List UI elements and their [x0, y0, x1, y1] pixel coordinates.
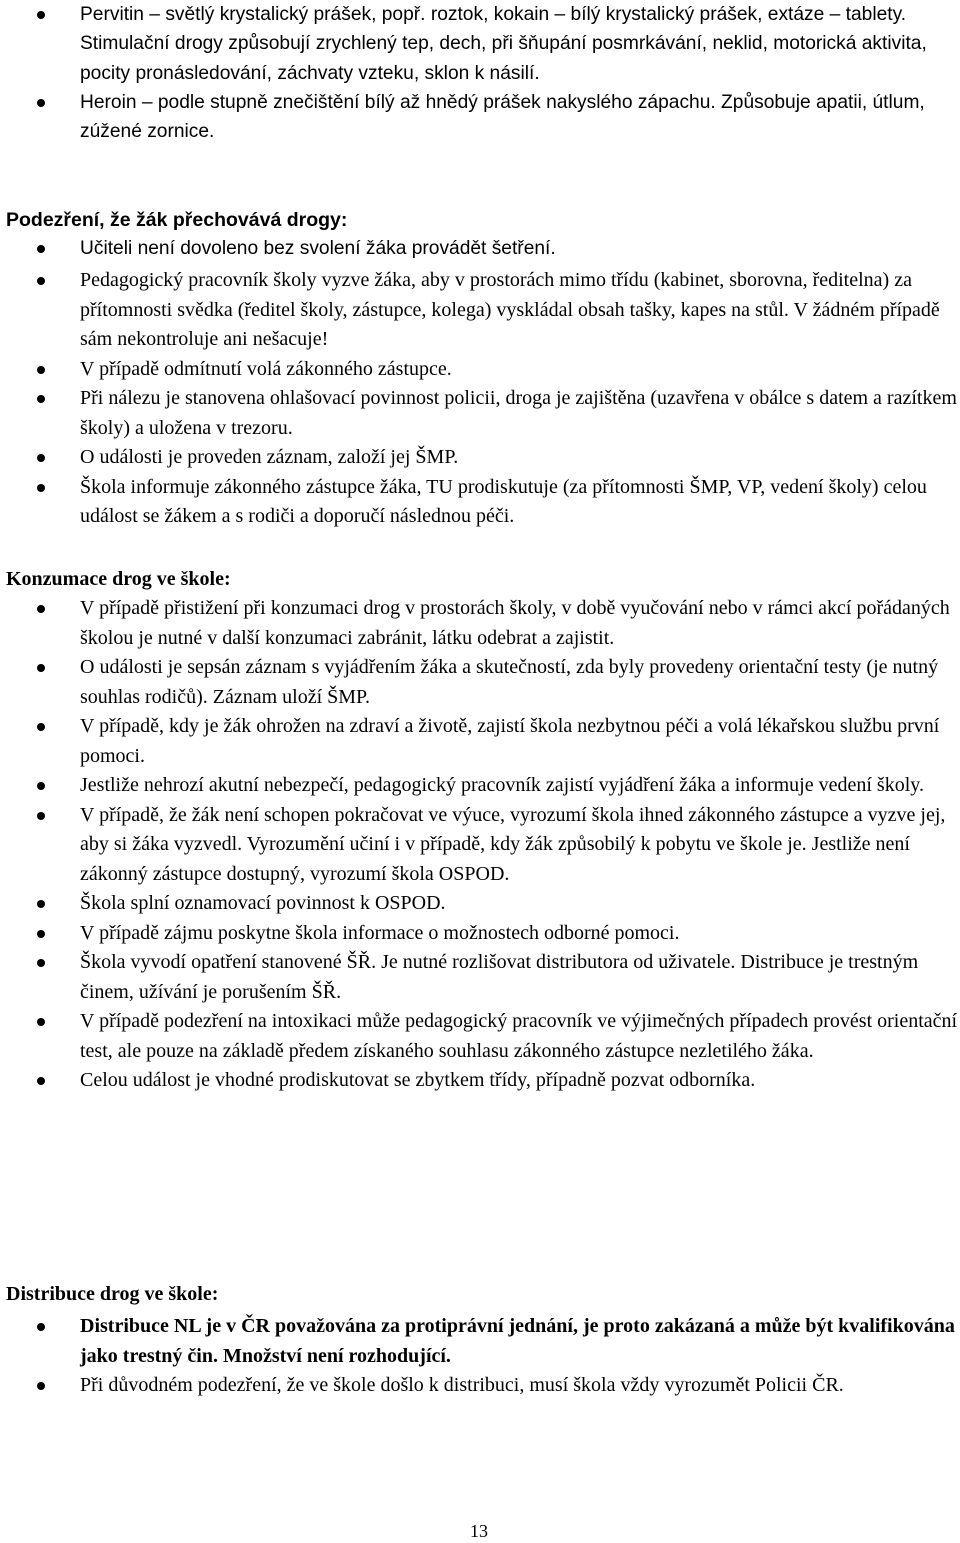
list-item — [0, 771, 958, 801]
page-number: 13 — [470, 1521, 488, 1541]
bullet-icon — [37, 812, 45, 820]
list-item — [0, 1312, 958, 1371]
bullet-icon — [37, 395, 45, 403]
bullet-icon — [37, 1077, 45, 1085]
list-item-text: Při nálezu je stanovena ohlašovací povinnost policii, droga je zajištěna (uzavřena v obálce s datem a razítkem školy) a uložena v trezoru. — [80, 387, 957, 439]
list-item-text: Celou událost je vhodné prodiskutovat se zbytkem třídy, případně pozvat odborníka. — [80, 1069, 756, 1091]
list-item-text: Pedagogický pracovník školy vyzve žáka, aby v prostorách mimo třídu (kabinet, sborovna, ředitelna) za přítomnosti svědka (ředitel školy, zástupce, kolega) vyskládal obsah tašky, kapes na stůl. V žádném případě sám nekontroluje ani nešacuje! — [80, 269, 940, 350]
section-heading-consumption: Konzumace drog ve škole: — [6, 568, 231, 590]
list-item-text: Heroin – podle stupně znečištění bílý až hnědý prášek nakyslého zápachu. Způsobuje apatii, útlum, zúžené zornice. — [80, 91, 925, 143]
intro-list — [0, 0, 958, 146]
list-item — [0, 443, 958, 473]
bullet-icon — [37, 245, 45, 253]
list-item-text: Škola splní oznamovací povinnost k OSPOD. — [80, 892, 446, 914]
bullet-icon — [37, 605, 45, 613]
bullet-icon — [37, 782, 45, 790]
list-item — [0, 355, 958, 385]
distribution-list — [0, 1312, 958, 1401]
bullet-icon — [37, 1323, 45, 1331]
list-item — [0, 1371, 958, 1401]
list-item — [0, 0, 958, 88]
bullet-icon — [37, 454, 45, 462]
list-item — [0, 473, 958, 532]
list-item — [0, 1007, 958, 1066]
list-item-text: Pervitin – světlý krystalický prášek, popř. roztok, kokain – bílý krystalický prášek, extáze – tablety. Stimulační drogy způsobují zrychlený tep, dech, při šňupání posmrkávání, neklid, motorická aktivita, pocity pronásledování, záchvaty vzteku, sklon k násilí. — [80, 4, 927, 84]
list-item — [0, 919, 958, 949]
bullet-icon — [37, 959, 45, 967]
list-item-text: V případě, kdy je žák ohrožen na zdraví a životě, zajistí škola nezbytnou péči a volá lékařskou službu první pomoci. — [80, 715, 940, 767]
list-item-text: V případě podezření na intoxikaci může pedagogický pracovník ve výjimečných případech provést orientační test, ale pouze na základě předem získaného souhlasu zákonného zástupce nezletilého žáka. — [80, 1010, 958, 1062]
list-item-text: V případě, že žák není schopen pokračovat ve výuce, vyrozumí škola ihned zákonného zástupce a vyzve jej, aby si žáka vyzvedl. Vyrozumění učiní i v případě, kdy žák způsobilý k pobytu ve škole je. Jestliže není zákonný zástupce dostupný, vyrozumí škola OSPOD. — [80, 803, 946, 885]
list-item — [0, 889, 958, 919]
bullet-icon — [37, 99, 45, 107]
list-item — [0, 266, 958, 355]
list-item-text: V případě odmítnutí volá zákonného zástupce. — [80, 357, 452, 380]
bullet-icon — [37, 723, 45, 731]
list-item — [0, 1066, 958, 1096]
list-item-text: V případě přistižení při konzumaci drog v prostorách školy, v době vyučování nebo v rámci akcí pořádaných školou je nutné v další konzumaci zabránit, látku odebrat a zajistit. — [80, 597, 950, 649]
list-item — [0, 653, 958, 712]
bullet-icon — [37, 277, 45, 285]
bullet-icon — [37, 664, 45, 672]
list-item — [0, 948, 958, 1007]
bullet-icon — [37, 366, 45, 374]
list-item — [0, 801, 958, 890]
bullet-icon — [37, 930, 45, 938]
bullet-icon — [37, 11, 45, 19]
list-item-text: Škola vyvodí opatření stanovené ŠŘ. Je nutné rozlišovat distributora od uživatele. Distribuce je trestným činem, užívání je porušením ŠŘ. — [80, 951, 919, 1003]
list-item-text: Učiteli není dovoleno bez svolení žáka provádět šetření. — [80, 238, 556, 259]
bullet-icon — [37, 900, 45, 908]
bullet-icon — [37, 1382, 45, 1390]
bullet-icon — [37, 484, 45, 492]
list-item-text: O události je sepsán záznam s vyjádřením žáka a skutečností, zda byly provedeny orientační testy (je nutný souhlas rodičů). Záznam uloží ŠMP. — [80, 656, 939, 708]
section-heading-suspicion: Podezření, že žák přechovává drogy: — [6, 209, 348, 231]
list-item-text: Škola informuje zákonného zástupce žáka, TU prodiskutuje (za přítomnosti ŠMP, VP, vedení školy) celou událost se žákem a s rodiči a doporučí následnou péči. — [80, 475, 927, 527]
suspicion-list-continued — [0, 266, 958, 532]
list-item — [0, 384, 958, 443]
list-item — [0, 234, 958, 263]
list-item — [0, 594, 958, 653]
list-item-text: O události je proveden záznam, založí jej ŠMP. — [80, 446, 459, 468]
list-item — [0, 712, 958, 771]
list-item — [0, 88, 958, 147]
list-item-text: Distribuce NL je v ČR považována za protiprávní jednání, je proto zakázaná a může být kvalifikována jako trestný čin. Množství není rozhodující. — [80, 1315, 955, 1367]
list-item-text: V případě zájmu poskytne škola informace o možnostech odborné pomoci. — [80, 921, 680, 944]
section-heading-distribution: Distribuce drog ve škole: — [6, 1283, 219, 1305]
suspicion-list — [0, 234, 958, 263]
consumption-list — [0, 594, 958, 1096]
list-item-text: Při důvodném podezření, že ve škole došlo k distribuci, musí škola vždy vyrozumět Policii ČR. — [80, 1374, 844, 1396]
bullet-icon — [37, 1018, 45, 1026]
list-item-text: Jestliže nehrozí akutní nebezpečí, pedagogický pracovník zajistí vyjádření žáka a informuje vedení školy. — [80, 774, 924, 796]
